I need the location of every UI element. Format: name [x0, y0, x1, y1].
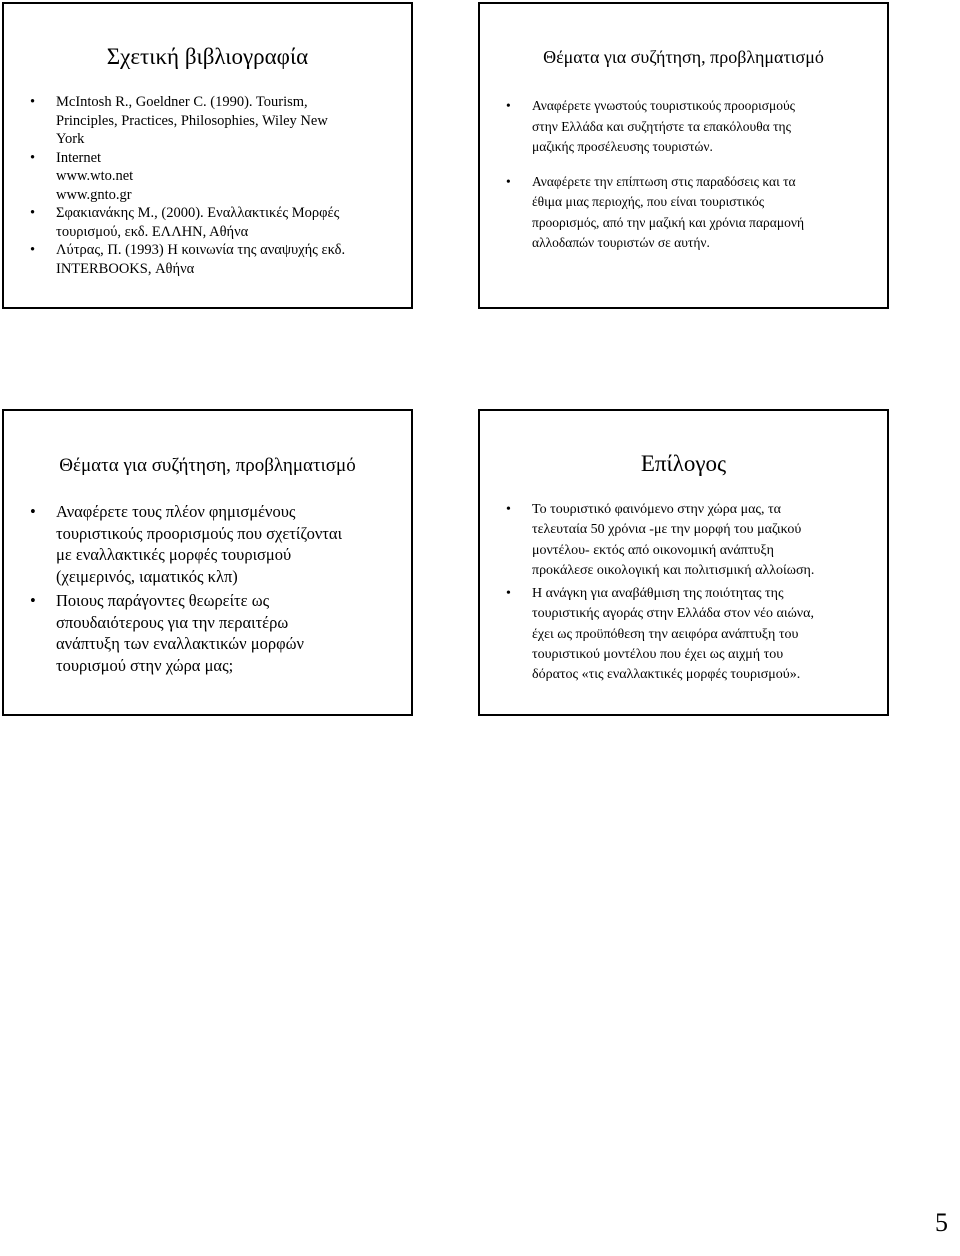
bullet-text-line: McIntosh R., Goeldner C. (1990). Tourism,: [56, 94, 308, 110]
bullet-icon: •: [30, 591, 36, 610]
bullet-text-line: αλλοδαπών τουριστών σε αυτήν.: [532, 235, 710, 250]
bullet-text-line: Principles, Practices, Philosophies, Wiley New: [56, 112, 328, 129]
page-number: 5: [935, 1208, 948, 1237]
slide-title: Επίλογος: [640, 451, 727, 476]
bullet-text-line: www.gnto.gr: [56, 186, 132, 203]
bullet-text-line: Το τουριστικό φαινόμενο στην χώρα μας, τα: [532, 502, 781, 517]
bullet-text-line: www.wto.net: [56, 168, 134, 184]
bullet-item: [506, 584, 814, 685]
bullet-text-line: προκάλεσε οικολογική και πολιτισμική αλλοίωση.: [532, 562, 815, 578]
bullet-icon: •: [506, 502, 511, 517]
bullet-item: [506, 172, 804, 254]
bullet-text-line: Λύτρας, Π. (1993) Η κοινωνία της αναψυχής εκδ.: [56, 242, 346, 258]
slide-discussion-topics-2: [2, 409, 413, 716]
bullet-text-line: έχει ως προϋπόθεση την αειφόρα ανάπτυξη του: [532, 626, 799, 642]
bullet-list: [30, 501, 342, 679]
bullet-icon: •: [506, 173, 511, 189]
bullet-item: [506, 500, 814, 581]
bullet-text-line: τελευταία 50 χρόνια -με την μορφή του μαζικού: [532, 522, 802, 538]
bullet-list: [506, 96, 804, 268]
slide-title: Θέματα για συζήτηση, προβληματισμό: [59, 455, 356, 476]
bullet-text-line: Αναφέρετε γνωστούς τουριστικούς προορισμούς: [532, 98, 796, 113]
bullet-item: [30, 93, 345, 149]
bullet-icon: •: [506, 586, 511, 602]
bullet-text-line: Internet: [56, 149, 102, 166]
bullet-text-line: σπουδαιότερους για την περαιτέρω: [56, 612, 289, 632]
bullet-text-line: τουριστικούς προορισμούς που σχετίζονται: [56, 523, 343, 543]
bullet-text-line: Αναφέρετε την επίπτωση στις παραδόσεις και τα: [532, 173, 796, 189]
bullet-text-line: Σφακιανάκης Μ., (2000). Εναλλακτικές Μορφές: [56, 205, 340, 221]
bullet-text-line: μαζικής προσέλευσης τουριστών.: [532, 139, 713, 154]
bullet-text-line: προορισμός, από την μαζική και χρόνια παραμονή: [532, 214, 805, 230]
bullet-list: [30, 93, 345, 278]
bullet-text-line: INTERBOOKS, Αθήνα: [56, 260, 195, 277]
slide-epilogue: [478, 409, 889, 716]
bullet-item: [30, 149, 345, 205]
slide-title: Θέματα για συζήτηση, προβληματισμό: [543, 47, 824, 67]
bullet-text-line: στην Ελλάδα και συζητήστε τα επακόλουθα της: [532, 118, 791, 134]
bullet-list: [506, 500, 814, 689]
bullet-text-line: τουρισμού, εκδ. ΕΛΛΗΝ, Αθήνα: [56, 223, 249, 240]
bullet-text-line: τουριστικού μοντέλου που έχει ως αιχμή του: [532, 647, 784, 663]
bullet-icon: •: [30, 205, 36, 221]
bullet-text-line: με εναλλακτικές μορφές τουρισμού: [56, 545, 292, 564]
bullet-icon: •: [30, 502, 36, 521]
bullet-text-line: York: [56, 131, 85, 147]
bullet-item: [30, 501, 342, 587]
bullet-icon: •: [506, 98, 511, 113]
bullet-text-line: έθιμα μιας περιοχής, που είναι τουριστικός: [532, 194, 765, 209]
bullet-icon: •: [30, 149, 36, 166]
bullet-icon: •: [30, 94, 36, 110]
bullet-text-line: τουριστικής αγοράς στην Ελλάδα στον νέο αιώνα,: [532, 606, 814, 622]
slide-title: Σχετική βιβλιογραφία: [106, 44, 309, 69]
bullet-item: [30, 590, 342, 676]
slide-discussion-topics-1: [478, 2, 889, 309]
slide-bibliography: [2, 2, 413, 309]
bullet-text-line: δόρατος «τις εναλλακτικές μορφές τουρισμού».: [532, 667, 801, 683]
bullet-text-line: τουρισμού στην χώρα μας;: [56, 655, 234, 675]
bullet-text-line: Αναφέρετε τους πλέον φημισμένους: [56, 502, 296, 521]
bullet-icon: •: [30, 242, 36, 258]
bullet-item: [30, 241, 345, 278]
bullet-text-line: Η ανάγκη για αναβάθμιση της ποιότητας της: [532, 586, 784, 602]
bullet-item: [30, 204, 345, 241]
bullet-item: [506, 96, 804, 158]
bullet-text-line: μοντέλου- εκτός από οικονομική ανάπτυξη: [532, 542, 774, 558]
bullet-text-line: (χειμερινός, ιαματικός κλπ): [56, 566, 238, 586]
bullet-text-line: ανάπτυξη των εναλλακτικών μορφών: [56, 634, 304, 653]
bullet-text-line: Ποιους παράγοντες θεωρείτε ως: [56, 591, 270, 610]
